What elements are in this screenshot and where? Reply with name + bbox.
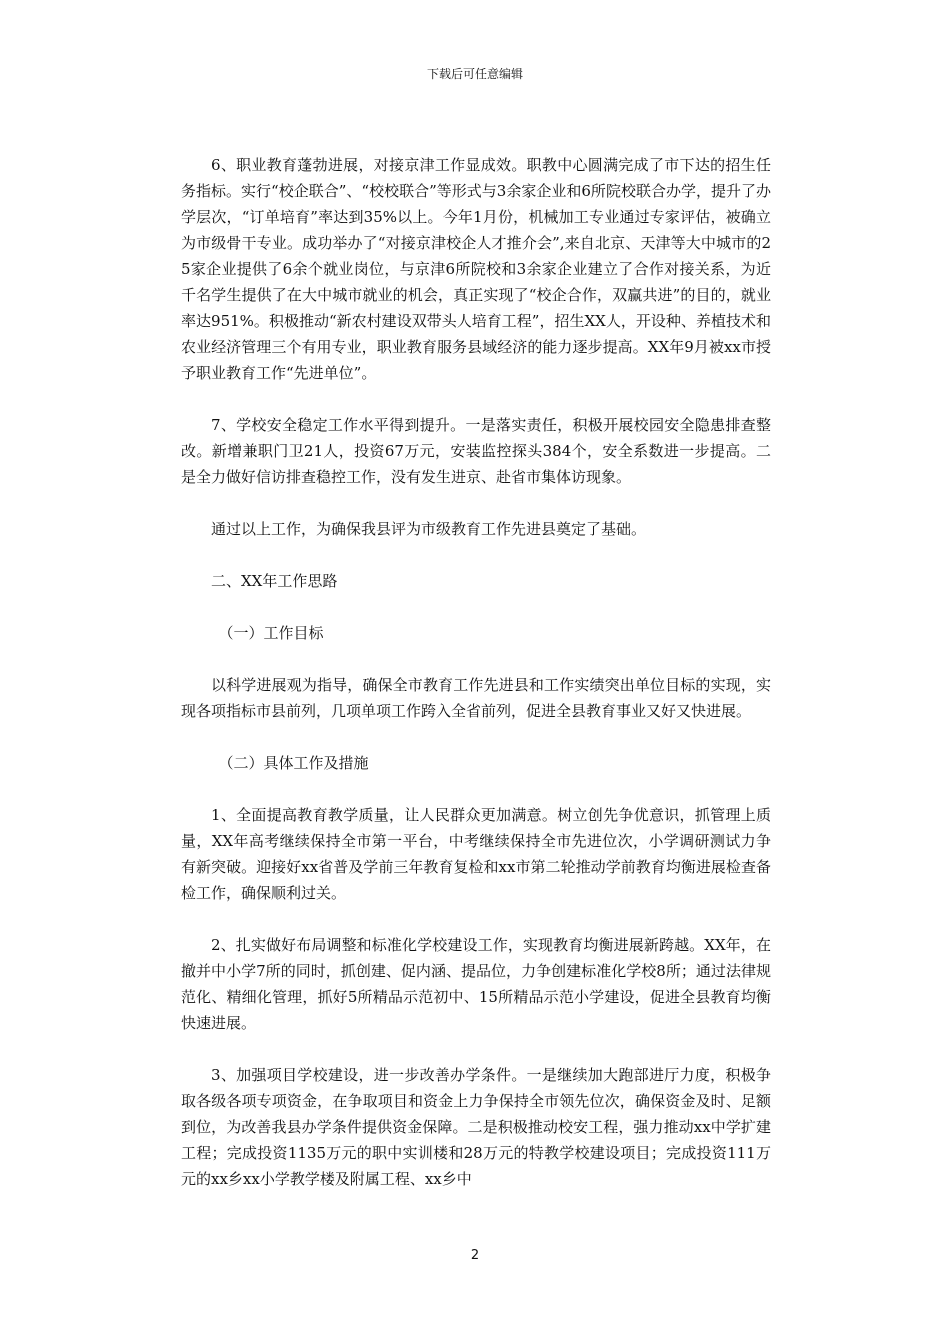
document-body — [181, 152, 771, 1218]
paragraph-school-safety: 7、学校安全稳定工作水平得到提升。一是落实责任，积极开展校园安全隐患排查整改。新增兼职门卫21人，投资67万元，安装监控探头384个，安全系数进一步提高。二是全力做好信访排查稳控工作，没有发生进京、赴省市集体访现象。 — [181, 416, 771, 486]
paragraph-measure-projects: 3、加强项目学校建设，进一步改善办学条件。一是继续加大跑部进厅力度，积极争取各级各项专项资金，在争取项目和资金上力争保持全市领先位次，确保资金及时、足额到位，为改善我县办学条件提供资金保障。二是积极推动校安工程，强力推动xx中学扩建工程；完成投资1135万元的职中实训楼和28万元的特教学校建设项目；完成投资111万元的xx乡xx小学教学楼及附属工程、xx乡中 — [181, 1066, 771, 1188]
section-heading-work-plan: 二、XX年工作思路 — [211, 572, 338, 590]
subheading-measures: （二）具体工作及措施 — [218, 754, 369, 772]
paragraph-measure-standardization: 2、扎实做好布局调整和标准化学校建设工作，实现教育均衡进展新跨越。XX年，在撤并中小学7所的同时，抓创建、促内涵、提品位，力争创建标准化学校8所；通过法律规范化、精细化管理，抓好5所精品示范初中、15所精品示范小学建设，促进全县教育均衡快速进展。 — [181, 936, 771, 1032]
paragraph-work-goal: 以科学进展观为指导，确保全市教育工作先进县和工作实绩突出单位目标的实现，实现各项指标市县前列，几项单项工作跨入全省前列，促进全县教育事业又好又快进展。 — [181, 676, 771, 720]
subheading-work-goal: （一）工作目标 — [218, 624, 324, 642]
page-number: 2 — [470, 1248, 480, 1263]
page-header: 下载后可任意编辑 — [426, 67, 523, 81]
paragraph-vocational-education: 6、职业教育蓬勃进展，对接京津工作显成效。职教中心圆满完成了市下达的招生任务指标。实行“校企联合”、“校校联合”等形式与3余家企业和6所院校联合办学，提升了办学层次，“订单培育”率达到35%以上。今年1月份，机械加工专业通过专家评估，被确立为市级骨干专业。成功举办了“对接京津校企人才推介会”,来自北京、天津等大中城市的25家企业提供了6余个就业岗位，与京津6所院校和3余家企业建立了合作对接关系，为近千名学生提供了在大中城市就业的机会，真正实现了“校企合作，双赢共进”的目的，就业率达951%。积极推动“新农村建设双带头人培育工程”，招生XX人，开设种、养植技术和农业经济管理三个有用专业，职业教育服务县域经济的能力逐步提高。XX年9月被xx市授予职业教育工作“先进单位”。 — [181, 156, 771, 382]
paragraph-summary: 通过以上工作，为确保我县评为市级教育工作先进县奠定了基础。 — [211, 520, 647, 538]
paragraph-measure-quality: 1、全面提高教育教学质量，让人民群众更加满意。树立创先争优意识，抓管理上质量，XX年高考继续保持全市第一平台，中考继续保持全市先进位次，小学调研测试力争有新突破。迎接好xx省普及学前三年教育复检和xx市第二轮推动学前教育均衡进展检查备检工作，确保顺利过关。 — [181, 806, 771, 902]
